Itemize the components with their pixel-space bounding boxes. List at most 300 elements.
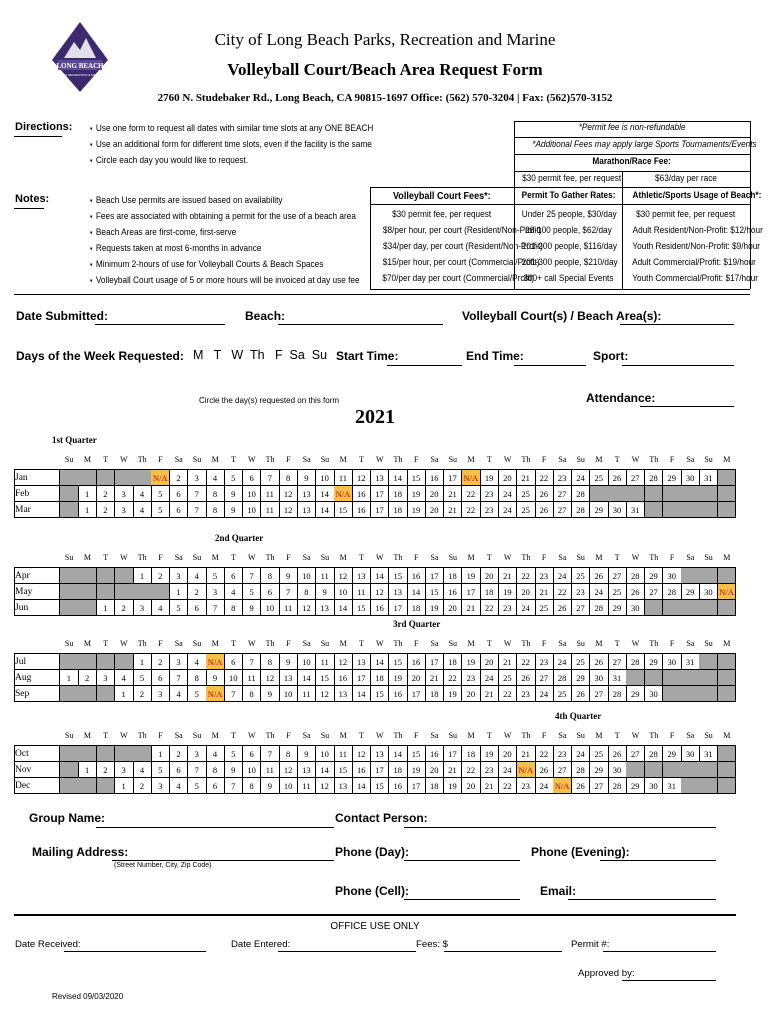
day-cell[interactable]: 2 [170, 470, 189, 486]
day-cell[interactable]: 18 [444, 654, 463, 670]
day-cell[interactable]: 18 [389, 762, 408, 778]
day-cell[interactable]: 11 [261, 762, 280, 778]
day-cell[interactable]: 26 [535, 762, 554, 778]
day-cell[interactable]: 3 [133, 600, 152, 616]
day-cell[interactable]: 7 [243, 568, 262, 584]
day-cell[interactable]: 11 [316, 568, 335, 584]
day-cell[interactable]: 19 [480, 470, 499, 486]
day-cell[interactable]: 19 [425, 600, 444, 616]
day-cell[interactable]: 4 [115, 670, 134, 686]
day-cell[interactable]: 23 [462, 670, 481, 686]
day-cell[interactable]: 4 [188, 654, 207, 670]
day-cell[interactable]: 18 [444, 568, 463, 584]
day-cell[interactable]: 22 [517, 654, 536, 670]
day-cell[interactable]: 8 [261, 654, 280, 670]
day-cell[interactable]: 27 [645, 584, 664, 600]
day-cell[interactable]: 3 [206, 584, 225, 600]
day-cell[interactable]: 26 [572, 778, 591, 794]
day-cell[interactable]: 17 [425, 654, 444, 670]
day-cell[interactable]: 15 [389, 654, 408, 670]
day-cell[interactable]: 13 [371, 746, 390, 762]
day-cell[interactable]: 7 [188, 502, 207, 518]
day-cell[interactable]: 15 [316, 670, 335, 686]
day-cell[interactable]: 1 [151, 746, 170, 762]
day-cell-unavailable[interactable]: N/A [334, 486, 353, 502]
day-cell[interactable]: 25 [572, 568, 591, 584]
day-cell[interactable]: 27 [553, 502, 572, 518]
day-cell[interactable]: 19 [498, 584, 517, 600]
day-cell[interactable]: 28 [645, 746, 664, 762]
day-cell[interactable]: 28 [626, 568, 645, 584]
day-cell[interactable]: 21 [517, 470, 536, 486]
day-cell[interactable]: 25 [553, 686, 572, 702]
day-cell[interactable]: 8 [298, 584, 317, 600]
day-cell[interactable]: 10 [316, 470, 335, 486]
day-cell[interactable]: 22 [480, 600, 499, 616]
day-cell[interactable]: 20 [425, 502, 444, 518]
day-cell[interactable]: 13 [298, 486, 317, 502]
day-cell[interactable]: 16 [407, 568, 426, 584]
day-cell[interactable]: 12 [334, 654, 353, 670]
day-cell[interactable]: 10 [316, 746, 335, 762]
day-cell[interactable]: 24 [480, 670, 499, 686]
day-cell[interactable]: 10 [243, 502, 262, 518]
contact-person-field[interactable] [404, 826, 716, 828]
day-cell[interactable]: 30 [626, 600, 645, 616]
day-cell[interactable]: 31 [699, 746, 718, 762]
day-cell[interactable]: 31 [663, 778, 682, 794]
day-cell[interactable]: 6 [224, 654, 243, 670]
mailing-address-field[interactable] [112, 859, 334, 861]
day-cell[interactable]: 19 [480, 746, 499, 762]
day-cell[interactable]: 11 [279, 600, 298, 616]
day-cell[interactable]: 1 [133, 568, 152, 584]
day-cell[interactable]: 8 [279, 470, 298, 486]
day-cell[interactable]: 14 [316, 502, 335, 518]
day-cell[interactable]: 23 [517, 778, 536, 794]
day-cell[interactable]: 13 [352, 568, 371, 584]
day-cell[interactable]: 18 [425, 686, 444, 702]
day-cell[interactable]: 14 [407, 584, 426, 600]
day-cell[interactable]: 13 [389, 584, 408, 600]
day-cell[interactable]: 14 [371, 568, 390, 584]
day-cell[interactable]: 28 [626, 654, 645, 670]
day-cell[interactable]: 31 [626, 502, 645, 518]
day-cell[interactable]: 5 [224, 470, 243, 486]
day-cell[interactable]: 14 [371, 654, 390, 670]
day-cell[interactable]: 19 [407, 762, 426, 778]
day-cell[interactable]: 5 [243, 584, 262, 600]
day-cell[interactable]: 27 [626, 746, 645, 762]
day-cell[interactable]: 30 [663, 568, 682, 584]
day-cell[interactable]: 8 [206, 486, 225, 502]
day-cell[interactable]: 6 [206, 778, 225, 794]
day-cell[interactable]: 19 [462, 654, 481, 670]
day-cell[interactable]: 21 [498, 654, 517, 670]
day-cell[interactable]: 8 [206, 762, 225, 778]
day-cell[interactable]: 2 [97, 762, 116, 778]
day-cell[interactable]: 17 [462, 584, 481, 600]
day-cell[interactable]: 24 [535, 686, 554, 702]
day-cell[interactable]: 3 [97, 670, 116, 686]
day-cell[interactable]: 18 [371, 670, 390, 686]
day-cell[interactable]: 8 [279, 746, 298, 762]
day-cell[interactable]: 2 [78, 670, 97, 686]
day-cell[interactable]: 19 [462, 568, 481, 584]
day-cell[interactable]: 3 [151, 778, 170, 794]
day-cell[interactable]: 27 [553, 762, 572, 778]
day-cell[interactable]: 24 [517, 600, 536, 616]
day-cell[interactable]: 2 [151, 654, 170, 670]
day-cell[interactable]: 9 [316, 584, 335, 600]
day-cell[interactable]: 4 [133, 486, 152, 502]
day-cell[interactable]: 25 [498, 670, 517, 686]
day-cell[interactable]: 28 [572, 762, 591, 778]
day-cell[interactable]: 11 [298, 778, 317, 794]
day-cell[interactable]: 2 [133, 778, 152, 794]
day-cell[interactable]: 9 [279, 654, 298, 670]
end-time-field[interactable] [514, 364, 586, 366]
day-cell[interactable]: 20 [425, 762, 444, 778]
day-cell[interactable]: 23 [480, 762, 499, 778]
day-cell[interactable]: 21 [462, 600, 481, 616]
day-cell[interactable]: 24 [572, 470, 591, 486]
day-cell[interactable]: 27 [572, 600, 591, 616]
day-cell[interactable]: 14 [389, 746, 408, 762]
day-cell[interactable]: 24 [553, 568, 572, 584]
day-cell[interactable]: 31 [608, 670, 627, 686]
day-cell[interactable]: 9 [243, 600, 262, 616]
day-cell[interactable]: 14 [316, 762, 335, 778]
day-cell[interactable]: 17 [389, 600, 408, 616]
day-cell[interactable]: 3 [170, 654, 189, 670]
day-cell[interactable]: 1 [78, 762, 97, 778]
day-cell[interactable]: 7 [224, 686, 243, 702]
day-cell[interactable]: 11 [261, 486, 280, 502]
day-cell[interactable]: 18 [480, 584, 499, 600]
day-cell[interactable]: 20 [480, 654, 499, 670]
fees-field[interactable] [444, 950, 562, 952]
day-cell[interactable]: 26 [517, 670, 536, 686]
day-cell[interactable]: 2 [97, 486, 116, 502]
date-submitted-field[interactable] [95, 323, 225, 325]
day-cell[interactable]: 17 [444, 470, 463, 486]
day-cell[interactable]: 29 [626, 778, 645, 794]
day-cell[interactable]: 30 [590, 670, 609, 686]
day-cell[interactable]: 9 [298, 470, 317, 486]
day-cell[interactable]: 11 [334, 470, 353, 486]
day-cell[interactable]: 29 [645, 654, 664, 670]
group-name-field[interactable] [96, 826, 334, 828]
day-cell[interactable]: 21 [480, 686, 499, 702]
day-cell[interactable]: 4 [188, 568, 207, 584]
phone-evening-field[interactable] [600, 859, 716, 861]
day-cell[interactable]: 16 [389, 686, 408, 702]
beach-field[interactable] [278, 323, 443, 325]
day-cell[interactable]: 25 [572, 654, 591, 670]
day-cell[interactable]: 8 [261, 568, 280, 584]
day-cell[interactable]: 14 [352, 686, 371, 702]
day-cell[interactable]: 4 [133, 762, 152, 778]
day-cell[interactable]: 16 [352, 762, 371, 778]
day-cell-unavailable[interactable]: N/A [151, 470, 170, 486]
day-cell[interactable]: 4 [170, 686, 189, 702]
day-cell[interactable]: 6 [261, 584, 280, 600]
permit-field[interactable] [603, 950, 716, 952]
day-cell[interactable]: 19 [444, 686, 463, 702]
day-cell[interactable]: 16 [352, 502, 371, 518]
day-cell[interactable]: 26 [608, 470, 627, 486]
day-cell[interactable]: 1 [78, 486, 97, 502]
day-cell[interactable]: 13 [316, 600, 335, 616]
day-cell[interactable]: 16 [334, 670, 353, 686]
day-cell[interactable]: 1 [60, 670, 79, 686]
day-cell[interactable]: 10 [298, 654, 317, 670]
day-cell-unavailable[interactable]: N/A [462, 470, 481, 486]
day-cell[interactable]: 10 [334, 584, 353, 600]
day-cell[interactable]: 4 [224, 584, 243, 600]
day-cell[interactable]: 24 [572, 746, 591, 762]
day-cell[interactable]: 17 [425, 568, 444, 584]
day-cell[interactable]: 5 [151, 762, 170, 778]
day-cell[interactable]: 11 [316, 654, 335, 670]
day-cell[interactable]: 15 [371, 686, 390, 702]
day-cell[interactable]: 10 [298, 568, 317, 584]
day-cell[interactable]: 5 [151, 502, 170, 518]
day-cell[interactable]: 30 [645, 686, 664, 702]
day-cell[interactable]: 3 [170, 568, 189, 584]
day-cell[interactable]: 25 [590, 746, 609, 762]
day-cell[interactable]: 22 [444, 670, 463, 686]
day-cell[interactable]: 1 [170, 584, 189, 600]
day-cell[interactable]: 28 [590, 600, 609, 616]
day-cell[interactable]: 9 [206, 670, 225, 686]
day-cell[interactable]: 18 [389, 502, 408, 518]
day-cell[interactable]: 23 [480, 486, 499, 502]
day-cell-unavailable[interactable]: N/A [553, 778, 572, 794]
day-cell[interactable]: 8 [243, 778, 262, 794]
day-cell[interactable]: 10 [243, 486, 262, 502]
day-cell[interactable]: 7 [188, 762, 207, 778]
day-cell[interactable]: 21 [517, 746, 536, 762]
day-cell[interactable]: 29 [663, 470, 682, 486]
day-cell[interactable]: 2 [97, 502, 116, 518]
day-cell[interactable]: 13 [371, 470, 390, 486]
day-cell[interactable]: 22 [462, 762, 481, 778]
day-cell[interactable]: 20 [498, 470, 517, 486]
day-cell[interactable]: 11 [298, 686, 317, 702]
day-cell[interactable]: 25 [590, 470, 609, 486]
day-cell[interactable]: 19 [389, 670, 408, 686]
day-cell[interactable]: 6 [224, 568, 243, 584]
day-cell[interactable]: 8 [206, 502, 225, 518]
day-cell-unavailable[interactable]: N/A [206, 686, 225, 702]
date-entered-field[interactable] [278, 950, 416, 952]
day-cell[interactable]: 17 [371, 486, 390, 502]
day-cell[interactable]: 27 [590, 686, 609, 702]
day-cell[interactable]: 15 [371, 778, 390, 794]
day-cell[interactable]: 9 [224, 762, 243, 778]
days-of-week-options[interactable]: M T W Th F Sa Su [193, 348, 328, 362]
day-cell[interactable]: 4 [206, 470, 225, 486]
day-cell[interactable]: 7 [224, 778, 243, 794]
day-cell[interactable]: 15 [334, 762, 353, 778]
day-cell[interactable]: 23 [498, 600, 517, 616]
day-cell[interactable]: 26 [626, 584, 645, 600]
phone-cell-field[interactable] [404, 898, 520, 900]
day-cell[interactable]: 28 [645, 470, 664, 486]
day-cell[interactable]: 8 [243, 686, 262, 702]
day-cell[interactable]: 13 [352, 654, 371, 670]
day-cell[interactable]: 25 [517, 486, 536, 502]
day-cell[interactable]: 25 [535, 600, 554, 616]
day-cell[interactable]: 23 [553, 746, 572, 762]
date-received-field[interactable] [64, 950, 206, 952]
day-cell[interactable]: 12 [371, 584, 390, 600]
day-cell[interactable]: 20 [407, 670, 426, 686]
day-cell[interactable]: 15 [334, 502, 353, 518]
day-cell[interactable]: 3 [188, 746, 207, 762]
sport-field[interactable] [622, 364, 734, 366]
day-cell[interactable]: 2 [115, 600, 134, 616]
day-cell[interactable]: 3 [151, 686, 170, 702]
day-cell[interactable]: 29 [590, 502, 609, 518]
day-cell[interactable]: 20 [480, 568, 499, 584]
day-cell[interactable]: 13 [334, 778, 353, 794]
day-cell[interactable]: 22 [498, 778, 517, 794]
day-cell-unavailable[interactable]: N/A [206, 654, 225, 670]
day-cell[interactable]: 6 [188, 600, 207, 616]
day-cell[interactable]: 26 [535, 502, 554, 518]
day-cell[interactable]: 9 [279, 568, 298, 584]
day-cell[interactable]: 12 [352, 470, 371, 486]
day-cell[interactable]: 12 [279, 486, 298, 502]
day-cell[interactable]: 4 [133, 502, 152, 518]
day-cell[interactable]: 14 [389, 470, 408, 486]
day-cell[interactable]: 1 [78, 502, 97, 518]
day-cell[interactable]: 23 [553, 470, 572, 486]
day-cell[interactable]: 7 [261, 470, 280, 486]
day-cell[interactable]: 27 [590, 778, 609, 794]
day-cell[interactable]: 13 [334, 686, 353, 702]
day-cell[interactable]: 11 [261, 502, 280, 518]
day-cell[interactable]: 27 [553, 486, 572, 502]
day-cell[interactable]: 4 [151, 600, 170, 616]
day-cell[interactable]: 3 [115, 486, 134, 502]
day-cell[interactable]: 4 [170, 778, 189, 794]
day-cell[interactable]: 9 [224, 486, 243, 502]
day-cell[interactable]: 26 [572, 686, 591, 702]
day-cell[interactable]: 5 [188, 686, 207, 702]
day-cell[interactable]: 22 [462, 486, 481, 502]
day-cell[interactable]: 16 [407, 654, 426, 670]
day-cell[interactable]: 5 [188, 778, 207, 794]
day-cell[interactable]: 22 [517, 568, 536, 584]
day-cell[interactable]: 23 [517, 686, 536, 702]
day-cell[interactable]: 30 [663, 654, 682, 670]
day-cell[interactable]: 18 [389, 486, 408, 502]
day-cell[interactable]: 7 [261, 746, 280, 762]
day-cell[interactable]: 10 [279, 686, 298, 702]
day-cell[interactable]: 12 [316, 686, 335, 702]
day-cell[interactable]: 6 [243, 470, 262, 486]
day-cell[interactable]: 26 [535, 486, 554, 502]
day-cell[interactable]: 7 [188, 486, 207, 502]
day-cell[interactable]: 6 [151, 670, 170, 686]
day-cell[interactable]: 12 [279, 762, 298, 778]
day-cell[interactable]: 30 [681, 746, 700, 762]
day-cell[interactable]: 20 [444, 600, 463, 616]
day-cell[interactable]: 16 [425, 746, 444, 762]
day-cell[interactable]: 20 [462, 686, 481, 702]
day-cell[interactable]: 15 [389, 568, 408, 584]
day-cell[interactable]: 12 [261, 670, 280, 686]
day-cell[interactable]: 7 [206, 600, 225, 616]
day-cell[interactable]: 30 [681, 470, 700, 486]
day-cell[interactable]: 21 [444, 762, 463, 778]
day-cell[interactable]: 10 [243, 762, 262, 778]
day-cell[interactable]: 17 [444, 746, 463, 762]
day-cell[interactable]: 12 [316, 778, 335, 794]
day-cell[interactable]: 29 [608, 600, 627, 616]
day-cell[interactable]: 14 [298, 670, 317, 686]
day-cell[interactable]: 29 [626, 686, 645, 702]
day-cell[interactable]: 12 [298, 600, 317, 616]
day-cell[interactable]: 9 [261, 778, 280, 794]
day-cell[interactable]: 30 [608, 762, 627, 778]
day-cell[interactable]: 18 [407, 600, 426, 616]
day-cell[interactable]: 15 [407, 470, 426, 486]
day-cell[interactable]: 23 [572, 584, 591, 600]
day-cell[interactable]: 11 [334, 746, 353, 762]
day-cell-unavailable[interactable]: N/A [517, 762, 536, 778]
day-cell[interactable]: 17 [407, 686, 426, 702]
day-cell[interactable]: 20 [425, 486, 444, 502]
day-cell[interactable]: 20 [462, 778, 481, 794]
day-cell[interactable]: 22 [535, 746, 554, 762]
day-cell[interactable]: 23 [535, 654, 554, 670]
day-cell[interactable]: 21 [425, 670, 444, 686]
day-cell[interactable]: 5 [224, 746, 243, 762]
day-cell[interactable]: 28 [608, 686, 627, 702]
day-cell[interactable]: 6 [170, 502, 189, 518]
day-cell[interactable]: 6 [170, 486, 189, 502]
phone-day-field[interactable] [404, 859, 520, 861]
day-cell[interactable]: 8 [224, 600, 243, 616]
day-cell[interactable]: 27 [535, 670, 554, 686]
day-cell[interactable]: 24 [498, 486, 517, 502]
day-cell[interactable]: 19 [407, 502, 426, 518]
day-cell[interactable]: 25 [517, 502, 536, 518]
day-cell[interactable]: 21 [444, 486, 463, 502]
day-cell[interactable]: 17 [371, 762, 390, 778]
day-cell[interactable]: 28 [663, 584, 682, 600]
day-cell[interactable]: 12 [279, 502, 298, 518]
day-cell[interactable]: 29 [572, 670, 591, 686]
day-cell[interactable]: 5 [206, 568, 225, 584]
day-cell[interactable]: 20 [498, 746, 517, 762]
day-cell[interactable]: 24 [553, 654, 572, 670]
day-cell[interactable]: 30 [608, 502, 627, 518]
day-cell[interactable]: 10 [261, 600, 280, 616]
day-cell[interactable]: 16 [425, 470, 444, 486]
day-cell[interactable]: 8 [188, 670, 207, 686]
day-cell[interactable]: 21 [444, 502, 463, 518]
day-cell[interactable]: 13 [298, 762, 317, 778]
start-time-field[interactable] [387, 364, 462, 366]
day-cell[interactable]: 1 [115, 686, 134, 702]
day-cell[interactable]: 15 [352, 600, 371, 616]
